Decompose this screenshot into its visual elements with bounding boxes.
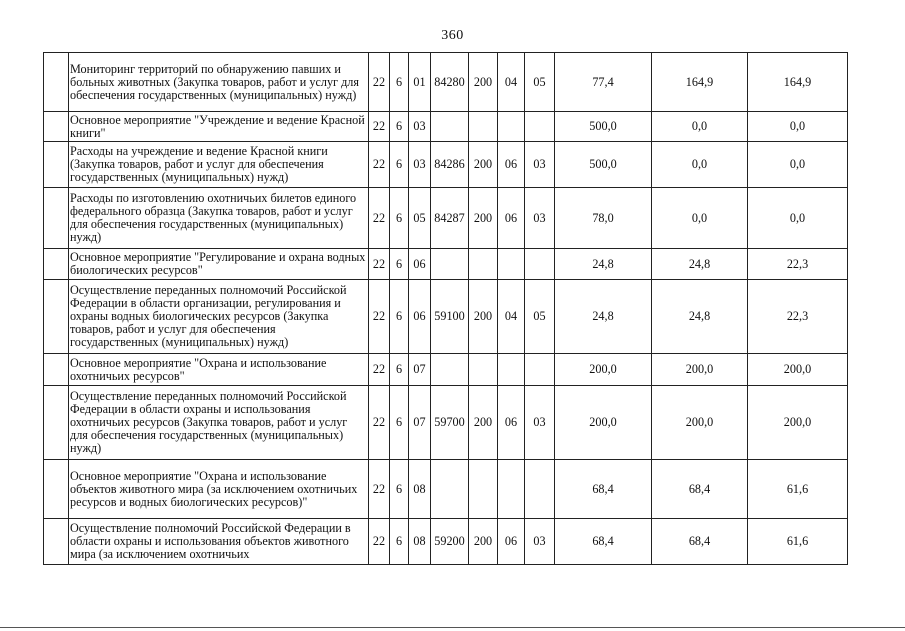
row-marker-cell [44,112,69,142]
table-row [44,354,848,386]
code-cell-c1: 22 [369,112,390,142]
code-cell-c6: 04 [498,280,525,354]
expense-name-cell: Расходы по изготовлению охотничьих билетов единого федерального образца (Закупка товаров, работ и услуг для обеспечения государственных (муниципальных) нужд) [69,188,369,249]
amount-cell-v3: 22,3 [748,280,848,354]
amount-cell-v1: 68,4 [555,460,652,519]
amount-cell-v3: 61,6 [748,460,848,519]
amount-cell-v1: 77,4 [555,53,652,112]
expense-name-cell: Осуществление полномочий Российской Федерации в области охраны и использования объектов животного мира (за исключением охотничьих [69,519,369,565]
code-cell-c7 [525,460,555,519]
code-cell-c2: 6 [390,142,409,188]
code-cell-c2: 6 [390,112,409,142]
row-marker-cell [44,188,69,249]
expense-name-cell: Расходы на учреждение и ведение Красной книги (Закупка товаров, работ и услуг для обеспечения государственных (муниципальных) нужд) [69,142,369,188]
expense-name-cell: Основное мероприятие "Охрана и использование объектов животного мира (за исключением охотничьих ресурсов и водных биологических ресурсов)" [69,460,369,519]
code-cell-c1: 22 [369,142,390,188]
code-cell-c6 [498,460,525,519]
code-cell-c3: 05 [409,188,431,249]
code-cell-c5 [469,249,498,280]
code-cell-c7: 03 [525,142,555,188]
amount-cell-v1: 78,0 [555,188,652,249]
code-cell-c5: 200 [469,386,498,460]
table-row [44,142,848,188]
expense-name-cell: Основное мероприятие "Регулирование и охрана водных биологических ресурсов" [69,249,369,280]
code-cell-c1: 22 [369,280,390,354]
amount-cell-v2: 68,4 [652,519,748,565]
code-cell-c7 [525,354,555,386]
code-cell-c5 [469,354,498,386]
code-cell-c6 [498,112,525,142]
amount-cell-v1: 200,0 [555,354,652,386]
code-cell-c2: 6 [390,53,409,112]
code-cell-c4: 59200 [431,519,469,565]
row-marker-cell [44,142,69,188]
code-cell-c7: 03 [525,188,555,249]
amount-cell-v2: 0,0 [652,142,748,188]
code-cell-c5 [469,112,498,142]
table-row [44,280,848,354]
amount-cell-v3: 164,9 [748,53,848,112]
code-cell-c1: 22 [369,386,390,460]
code-cell-c4 [431,354,469,386]
code-cell-c2: 6 [390,188,409,249]
table-row [44,519,848,565]
code-cell-c6: 06 [498,188,525,249]
code-cell-c5: 200 [469,280,498,354]
row-marker-cell [44,354,69,386]
amount-cell-v3: 0,0 [748,142,848,188]
row-marker-cell [44,280,69,354]
page-number: 360 [441,28,464,43]
amount-cell-v1: 24,8 [555,249,652,280]
code-cell-c4: 84280 [431,53,469,112]
amount-cell-v3: 200,0 [748,354,848,386]
amount-cell-v3: 200,0 [748,386,848,460]
expense-name-cell: Основное мероприятие "Охрана и использование охотничьих ресурсов" [69,354,369,386]
code-cell-c2: 6 [390,460,409,519]
code-cell-c2: 6 [390,354,409,386]
table-row [44,188,848,249]
code-cell-c6: 06 [498,142,525,188]
code-cell-c3: 06 [409,249,431,280]
code-cell-c7 [525,249,555,280]
row-marker-cell [44,460,69,519]
code-cell-c5: 200 [469,142,498,188]
amount-cell-v1: 68,4 [555,519,652,565]
amount-cell-v2: 24,8 [652,249,748,280]
amount-cell-v1: 200,0 [555,386,652,460]
code-cell-c1: 22 [369,460,390,519]
code-cell-c4: 59100 [431,280,469,354]
code-cell-c5: 200 [469,53,498,112]
amount-cell-v1: 500,0 [555,142,652,188]
amount-cell-v3: 61,6 [748,519,848,565]
code-cell-c4 [431,112,469,142]
budget-table [43,52,848,565]
code-cell-c1: 22 [369,519,390,565]
code-cell-c5 [469,460,498,519]
code-cell-c3: 03 [409,112,431,142]
row-marker-cell [44,386,69,460]
code-cell-c2: 6 [390,519,409,565]
amount-cell-v3: 0,0 [748,112,848,142]
code-cell-c5: 200 [469,188,498,249]
code-cell-c1: 22 [369,188,390,249]
table-row [44,53,848,112]
code-cell-c7: 05 [525,280,555,354]
amount-cell-v2: 0,0 [652,188,748,249]
code-cell-c1: 22 [369,249,390,280]
expense-name-cell: Осуществление переданных полномочий Российской Федерации в области охраны и использования охотничьих ресурсов (Закупка товаров, работ и услуг для обеспечения государственных (муниципальных) нужд) [69,386,369,460]
row-marker-cell [44,519,69,565]
amount-cell-v2: 200,0 [652,354,748,386]
amount-cell-v2: 68,4 [652,460,748,519]
amount-cell-v2: 24,8 [652,280,748,354]
table-body [44,53,848,565]
code-cell-c1: 22 [369,354,390,386]
amount-cell-v3: 22,3 [748,249,848,280]
code-cell-c4: 59700 [431,386,469,460]
code-cell-c1: 22 [369,53,390,112]
code-cell-c2: 6 [390,280,409,354]
code-cell-c7: 05 [525,53,555,112]
expense-name-cell: Осуществление переданных полномочий Российской Федерации в области организации, регулирования и охраны водных биологических ресурсов (Закупка товаров, работ и услуг для обеспечения государственных (муниципальных) нужд) [69,280,369,354]
code-cell-c6: 06 [498,519,525,565]
code-cell-c4 [431,249,469,280]
amount-cell-v2: 0,0 [652,112,748,142]
code-cell-c3: 07 [409,386,431,460]
expense-name-cell: Мониторинг территорий по обнаружению павших и больных животных (Закупка товаров, работ и услуг для обеспечения государственных (муниципальных) нужд) [69,53,369,112]
code-cell-c3: 06 [409,280,431,354]
code-cell-c3: 01 [409,53,431,112]
amount-cell-v1: 24,8 [555,280,652,354]
code-cell-c4: 84286 [431,142,469,188]
amount-cell-v3: 0,0 [748,188,848,249]
row-marker-cell [44,53,69,112]
amount-cell-v1: 500,0 [555,112,652,142]
code-cell-c3: 08 [409,460,431,519]
page-bottom-edge [0,627,905,628]
code-cell-c3: 03 [409,142,431,188]
code-cell-c7: 03 [525,519,555,565]
code-cell-c5: 200 [469,519,498,565]
code-cell-c3: 07 [409,354,431,386]
table-row [44,460,848,519]
row-marker-cell [44,249,69,280]
amount-cell-v2: 200,0 [652,386,748,460]
expense-name-cell: Основное мероприятие "Учреждение и ведение Красной книги" [69,112,369,142]
code-cell-c7: 03 [525,386,555,460]
table-row [44,112,848,142]
code-cell-c2: 6 [390,386,409,460]
code-cell-c4: 84287 [431,188,469,249]
code-cell-c2: 6 [390,249,409,280]
code-cell-c6: 06 [498,386,525,460]
code-cell-c6 [498,354,525,386]
code-cell-c3: 08 [409,519,431,565]
code-cell-c7 [525,112,555,142]
code-cell-c4 [431,460,469,519]
table-row [44,386,848,460]
code-cell-c6: 04 [498,53,525,112]
code-cell-c6 [498,249,525,280]
amount-cell-v2: 164,9 [652,53,748,112]
table-row [44,249,848,280]
